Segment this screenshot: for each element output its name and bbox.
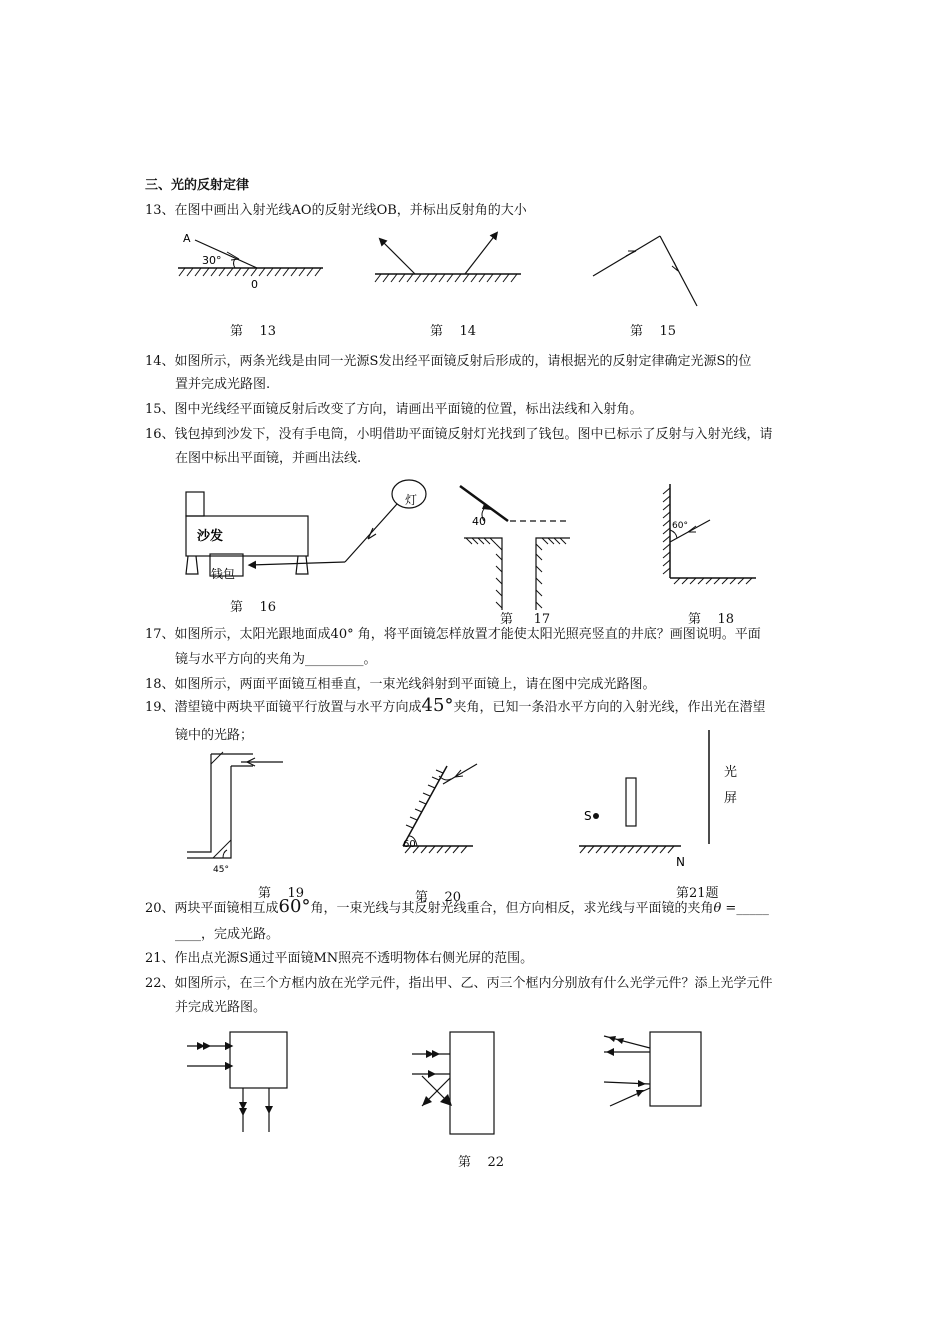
question-13: 13、在图中画出入射光线AO的反射光线OB，并标出反射角的大小 [145, 203, 527, 218]
figure-19 [183, 750, 288, 875]
question-19-pre: 19、潜望镜中两块平面镜平行放置与水平方向成 [145, 700, 422, 715]
caption-14: 第 14 [430, 324, 477, 339]
optical-box-3 [650, 1032, 701, 1106]
label-A: A [183, 232, 191, 245]
caption-21: 第21题 [676, 886, 719, 901]
question-17-line2: 镜与水平方向的夹角为_________。 [175, 652, 377, 667]
question-20-blank: _____ [736, 901, 769, 916]
question-20-line2: ____，完成光路。 [175, 927, 280, 942]
figure-16 [183, 478, 433, 580]
label-lamp: 灯 [405, 493, 418, 507]
question-14-line2: 置并完成光路图. [175, 377, 271, 392]
label-angle-30: 30° [202, 254, 222, 267]
figure-22-box-3 [600, 1028, 710, 1113]
label-screen-2: 屏 [724, 791, 738, 806]
figure-18 [658, 482, 758, 584]
question-15: 15、图中光线经平面镜反射后改变了方向，请画出平面镜的位置，标出法线和入射角。 [145, 402, 643, 417]
question-20-pre: 20、两块平面镜相互成 [145, 901, 279, 916]
figure-15 [590, 230, 705, 310]
question-19-line1 [145, 697, 765, 717]
caption-17: 第 17 [500, 612, 551, 627]
caption-13: 第 13 [230, 324, 277, 339]
figure-14 [373, 230, 523, 285]
optical-box-1 [230, 1032, 287, 1088]
label-N: N [676, 855, 685, 869]
question-17-line1: 17、如图所示，太阳光跟地面成40° 角，将平面镜怎样放置才能使太阳光照亮竖直的井底？画图说明。平面 [145, 627, 761, 642]
label-angle-60-fig18: 60° [672, 521, 688, 531]
label-angle-60-fig20: 60 [403, 839, 416, 850]
question-19-line2: 镜中的光路； [175, 728, 254, 743]
figure-13 [175, 230, 325, 292]
label-O: 0 [251, 278, 258, 291]
question-21: 21、作出点光源S通过平面镜MN照亮不透明物体右侧光屏的范围。 [145, 951, 534, 966]
question-20-angle: 60° [278, 896, 311, 917]
label-angle-45: 45° [213, 865, 229, 875]
question-20-theta: θ = [713, 901, 737, 916]
question-20-mid: 角，一束光线与其反射光线重合，但方向相反，求光线与平面镜的夹角 [310, 901, 714, 916]
label-sofa: 沙发 [197, 529, 224, 544]
label-wallet: 钱包 [211, 567, 236, 581]
caption-18: 第 18 [688, 612, 735, 627]
caption-22: 第 22 [458, 1155, 505, 1170]
question-14-line1: 14、如图所示，两条光线是由同一光源S发出经平面镜反射后形成的，请根据光的反射定律确定光源S的位 [145, 354, 752, 369]
caption-19: 第 19 [258, 886, 305, 901]
question-16-line1: 16、钱包掉到沙发下，没有手电筒，小明借助平面镜反射灯光找到了钱包。图中已标示了反射与入射光线，请 [145, 427, 773, 442]
figure-20 [395, 758, 485, 858]
figure-22-box-2 [408, 1030, 503, 1140]
question-18: 18、如图所示，两面平面镜互相垂直，一束光线斜射到平面镜上，请在图中完成光路图。 [145, 677, 656, 692]
figure-22-box-1 [183, 1028, 293, 1138]
caption-15: 第 15 [630, 324, 677, 339]
optical-box-2 [450, 1032, 494, 1134]
label-screen-1: 光 [724, 765, 738, 780]
question-19-post: 夹角，已知一条沿水平方向的入射光线，作出光在潜望 [453, 700, 766, 715]
figure-21 [576, 728, 751, 868]
question-22-line1: 22、如图所示，在三个方框内放在光学元件，指出甲、乙、丙三个框内分别放有什么光学元件？添上光学元件 [145, 976, 773, 991]
question-19-angle: 45° [421, 695, 454, 716]
caption-16: 第 16 [230, 600, 277, 615]
label-S: S [584, 809, 592, 823]
question-22-line2: 并完成光路图。 [175, 1000, 267, 1015]
question-16-line2: 在图中标出平面镜，并画出法线. [175, 451, 362, 466]
figure-17 [458, 482, 573, 612]
label-angle-40: 40 [472, 515, 486, 528]
caption-20: 第 20 [415, 890, 462, 905]
section-title: 三、光的反射定律 [145, 178, 250, 193]
